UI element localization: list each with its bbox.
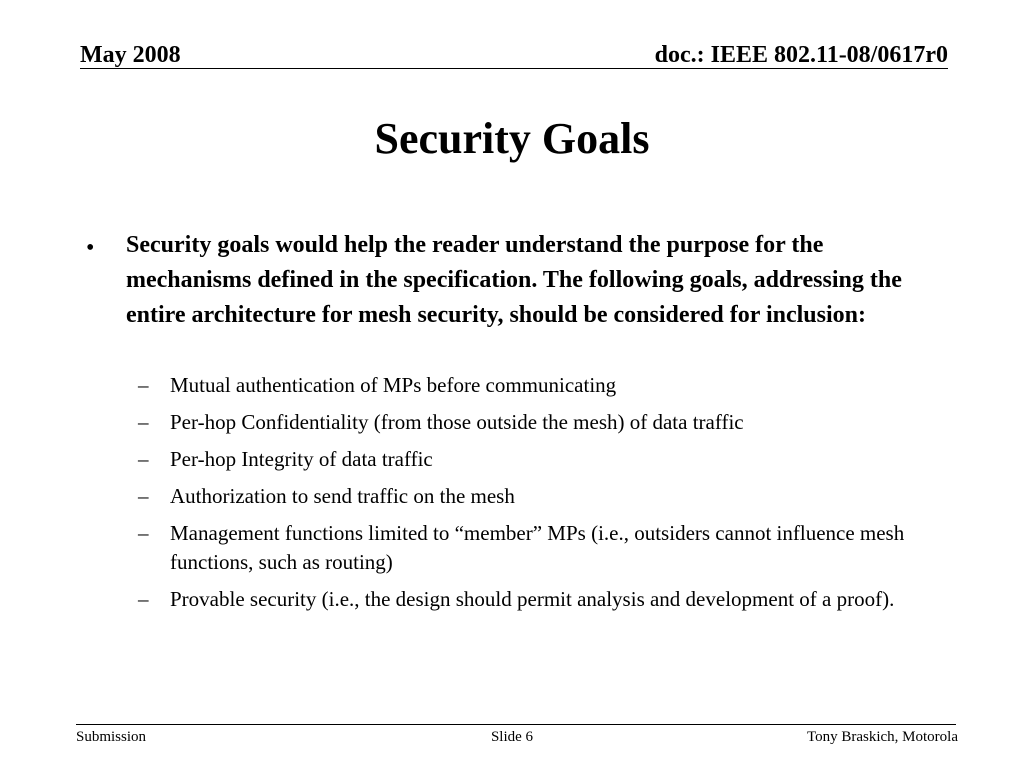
dash-marker: – (138, 587, 149, 611)
dash-marker: – (138, 521, 149, 545)
footer-slide-number: Slide 6 (490, 729, 534, 745)
goal-text: Authorization to send traffic on the mesh (170, 484, 515, 508)
goals-list (126, 371, 944, 622)
header-divider (80, 68, 948, 69)
footer-submission: Submission (76, 729, 147, 745)
goal-item (126, 482, 944, 511)
header-doc-id: doc.: IEEE 802.11-08/0617r0 (654, 42, 948, 68)
goal-item (126, 371, 944, 400)
main-point-text: Security goals would help the reader understand the purpose for the mechanisms defined in the specification. The following goals, addressing the entire architecture for mesh security, should be considered for inclusion: (126, 232, 902, 328)
bullet-marker: • (86, 235, 95, 261)
goal-text: Management functions limited to “member” MPs (i.e., outsiders cannot influence mesh functions, such as routing) (170, 521, 905, 574)
goal-item (126, 519, 944, 577)
goal-text: Provable security (i.e., the design should permit analysis and development of a proof). (170, 587, 895, 611)
goal-text: Per-hop Integrity of data traffic (170, 447, 433, 471)
header-date: May 2008 (80, 42, 181, 68)
footer-divider (76, 724, 956, 725)
dash-marker: – (138, 410, 149, 434)
goal-text: Per-hop Confidentiality (from those outside the mesh) of data traffic (170, 410, 744, 434)
dash-marker: – (138, 484, 149, 508)
goal-item (126, 585, 944, 614)
slide-title: Security Goals (374, 114, 650, 163)
dash-marker: – (138, 447, 149, 471)
footer-author: Tony Braskich, Motorola (806, 729, 958, 745)
dash-marker: – (138, 373, 149, 397)
goal-item (126, 408, 944, 437)
goal-item (126, 445, 944, 474)
goal-text: Mutual authentication of MPs before communicating (170, 373, 617, 397)
